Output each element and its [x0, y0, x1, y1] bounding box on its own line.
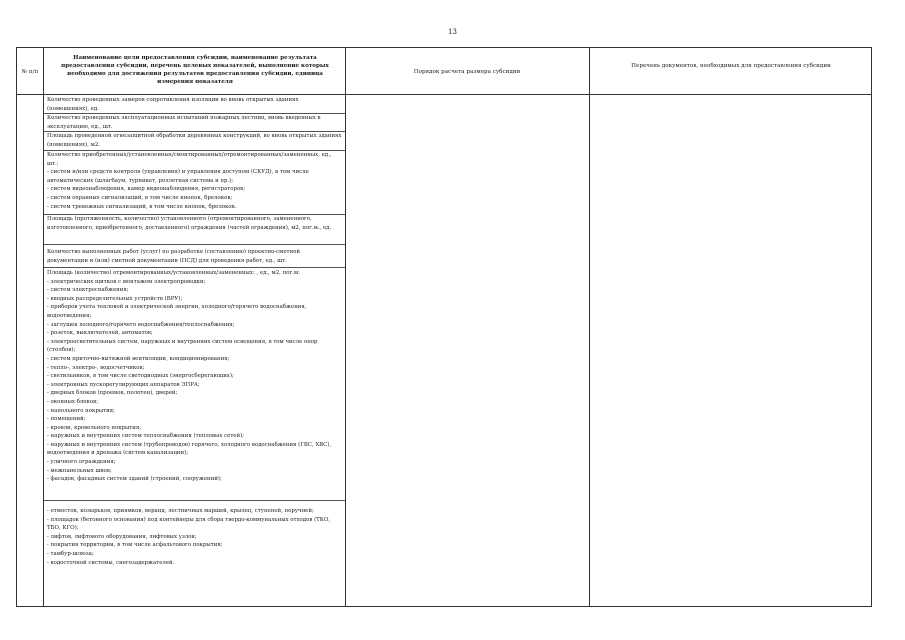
row-0 [44, 95, 345, 114]
row-line: - электрических щитков с монтажом электропроводки; [47, 278, 206, 285]
row-1 [44, 113, 345, 132]
row-line: - электронных пускорегулирующих аппаратов ЭПРА; [47, 381, 200, 388]
row-line: - наружных и внутренних систем теплоснабжения (тепловых сетей); [47, 433, 244, 440]
row-line: - приборов учета тепловой и электрической энергии, холодного/горячего водоснабжения, водоотведения; [47, 304, 307, 319]
row-line: - систем приточно-вытяжной вентиляции, кондиционирования; [47, 355, 230, 362]
row-line: - систем и/или средств контроля (управления) и управления доступом (СКУД), в том числе автоматических (шлагбаум, турникет, роллетная система и пр.); [47, 169, 309, 184]
row-line: Количество выполненных работ (услуг) по разработке (составлению) проектно-сметной документации и (или) сметной документации (ПСД) для проведения работ, ед., шт. [47, 249, 300, 264]
row-line: - вводных распределительных устройств (ВРУ); [47, 295, 183, 302]
row-4 [44, 214, 345, 233]
subsidy-table [16, 47, 872, 607]
row-line: - площадок (бетонного основания) под контейнеры для сбора твердо-коммунальных отходов (ТКО, ТБО, КГО); [47, 516, 331, 532]
row-line: - отмосток, козырьков, приямков, веранд, лестничных маршей, крылец, ступеней, поручней; [47, 508, 314, 514]
header-num: № п/п [21, 69, 39, 75]
row-line: - фасадов, фасадных систем зданий (строений, сооружений); [47, 476, 222, 483]
col-divider [589, 48, 590, 606]
header-calc: Порядок расчета размера субсидии [413, 69, 521, 75]
row-line: - уличного ограждения; [47, 459, 116, 466]
row-7 [44, 506, 345, 568]
col-divider [345, 48, 346, 606]
row-line: Количество проведенных замеров сопротивления изоляции во вновь открытых зданиях (помещениях), ед. [47, 97, 299, 112]
row-separator [44, 500, 345, 501]
row-6 [44, 268, 345, 485]
row-line: - кровли, кровельного покрытия; [47, 424, 142, 431]
row-line: - тамбур-шлюза; [47, 550, 94, 557]
row-line: - розеток, выключателей, автоматов; [47, 330, 153, 337]
row-line: - дверных блоков (проемов, полотен), дверей; [47, 390, 178, 397]
row-line: - систем видеонаблюдения, камер видеонаблюдения, регистраторов; [47, 186, 246, 193]
row-line: Площадь (протяженность, количество) установленного (отремонтированного, замененного, изготовленного, приобретенного, доставленного) ограждения (частей ограждения), м2, пог.м., ед. [47, 216, 332, 231]
row-line: - лифтов, лифтового оборудования, лифтовых узлов; [47, 533, 197, 540]
row-line: - напольного покрытия; [47, 407, 115, 414]
row-line: - светильников, в том числе светодиодных (энергосберегающих); [47, 373, 234, 380]
row-line: - систем электроснабжения; [47, 287, 129, 294]
row-line: - систем охранных сигнализаций, в том числе кнопок, брелоков; [47, 194, 233, 201]
page-number: 13 [448, 28, 457, 36]
header-name: Наименование цели предоставления субсидии, наименование результата предоставления субсидии, перечень целевых показателей, выполнение которых необходимо для достижения результатов предоставления субсидии, единица измерения показателя [61, 55, 329, 85]
row-line: - наружных и внутренних систем (трубопроводов) горячего, холодного водоснабжения (ГВС, ХВС), водоотведения и дренажа (систем канализации); [47, 441, 332, 457]
row-line: - помещений; [47, 416, 86, 423]
row-line: Площадь проведенной огнезащитной обработки деревянных конструкций, во вновь открытых зданиях (помещениях), м2. [47, 133, 342, 148]
row-line: - водосточной системы, снегозадержателей. [47, 559, 175, 566]
row-line: Количество приобретенных/установленных/смонтированных/отремонтированных/замененных, ед., шт.: [47, 152, 332, 167]
row-2 [44, 131, 345, 150]
row-separator [44, 244, 345, 245]
row-line: - тепло-, электро-, водосчетчиков; [47, 364, 145, 371]
row-line: - межпанельных швов; [47, 467, 112, 474]
row-3 [44, 150, 345, 212]
header-docs: Перечень документов, необходимых для предоставления субсидии [631, 63, 831, 69]
row-line: - покрытия территории, в том числе асфальтового покрытия; [47, 542, 223, 549]
row-line: - заглушек холодного/горячего водоснабжения/теплоснабжения; [47, 321, 235, 328]
row-line: - электроосветительных систем, наружных и внутренних систем освещения, в том числе опор (столбов); [47, 338, 318, 354]
row-line: - оконных блоков; [47, 398, 99, 405]
row-line: Площадь (количество) отремонтированных/установленных/замененных: , ед., м2, пог.м: [47, 270, 300, 276]
row-line: - систем тревожных сигнализаций, в том числе кнопок, брелоков. [47, 203, 237, 210]
row-line: Количество проведенных эксплуатационных испытаний пожарных лестниц, вновь введенных в эксплуатацию, ед., шт. [47, 115, 321, 130]
row-5 [44, 247, 345, 266]
